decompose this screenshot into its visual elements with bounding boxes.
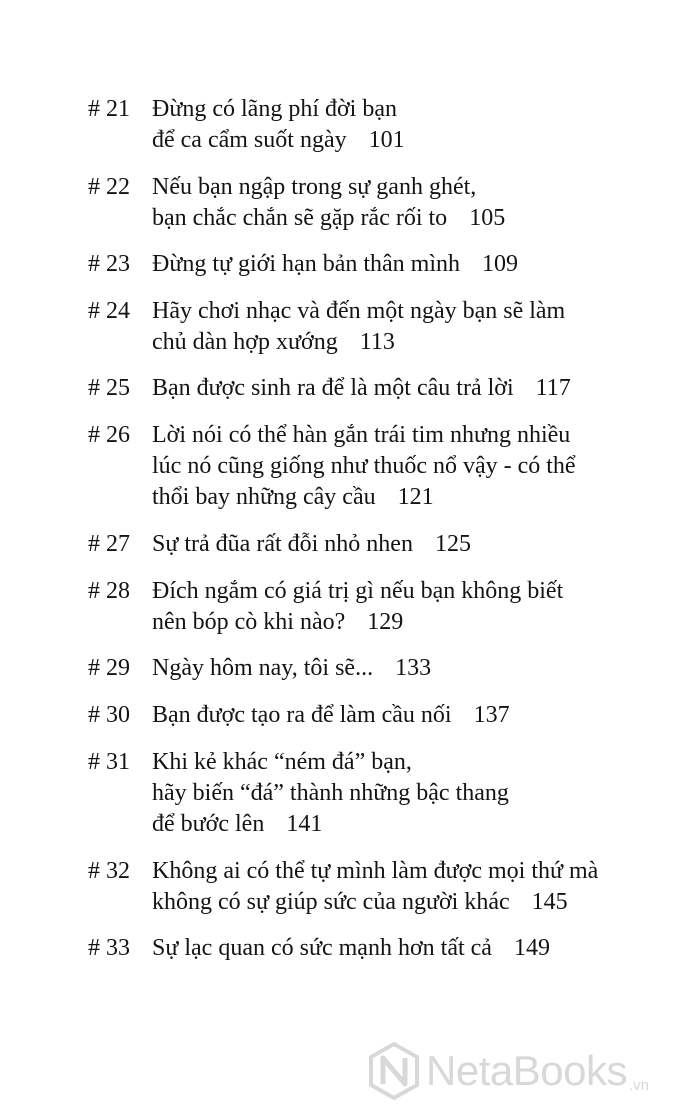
entry-title-text: Bạn được tạo ra để làm cầu nối <box>152 702 452 728</box>
entry-title-text: Sự trả đũa rất đỗi nhỏ nhen <box>152 531 413 557</box>
entry-title <box>152 420 688 513</box>
entry-number: # 29 <box>88 655 130 681</box>
entry-number: # 27 <box>88 531 130 557</box>
entry-title-line <box>152 125 688 156</box>
toc-entry <box>88 576 688 638</box>
entry-page-number: 109 <box>482 251 519 277</box>
entry-title <box>152 700 688 731</box>
entry-page-number: 125 <box>434 531 471 557</box>
netabooks-logo-icon <box>368 1042 420 1100</box>
entry-number: # 21 <box>88 96 130 122</box>
entry-page-number: 145 <box>531 889 568 915</box>
entry-title-line <box>152 778 688 809</box>
entry-title-line <box>152 451 688 482</box>
entry-title-text: để bước lên <box>152 811 265 837</box>
toc-entry <box>88 653 688 684</box>
entry-title-text: lúc nó cũng giống như thuốc nổ vậy - có thể <box>152 453 576 479</box>
entry-title-text: Không ai có thể tự mình làm được mọi thứ mà <box>152 858 599 884</box>
entry-title <box>152 747 688 840</box>
entry-title-text: Khi kẻ khác “ném đá” bạn, <box>152 749 412 775</box>
entry-title <box>152 296 688 358</box>
entry-title-text: hãy biến “đá” thành những bậc thang <box>152 780 509 806</box>
entry-title-line <box>152 700 688 731</box>
entry-title-text: thổi bay những cây cầu <box>152 484 376 510</box>
entry-title-line <box>152 373 688 404</box>
entry-number: # 32 <box>88 858 130 884</box>
entry-page-number: 105 <box>469 205 506 231</box>
entry-title-text: Nếu bạn ngập trong sự ganh ghét, <box>152 174 477 200</box>
entry-number: # 28 <box>88 578 130 604</box>
entry-title-line <box>152 856 688 887</box>
entry-title-text: không có sự giúp sức của người khác <box>152 889 510 915</box>
entry-title <box>152 856 688 918</box>
entry-title <box>152 94 688 156</box>
toc-entry <box>88 249 688 280</box>
entry-title <box>152 172 688 234</box>
entry-page-number: 101 <box>368 127 405 153</box>
entry-page-number: 129 <box>367 609 404 635</box>
toc-entry <box>88 700 688 731</box>
entry-title-line <box>152 576 688 607</box>
entry-title-line <box>152 203 688 234</box>
toc-entry <box>88 172 688 234</box>
entry-title <box>152 529 688 560</box>
entry-number: # 26 <box>88 422 130 448</box>
toc-entry <box>88 933 688 964</box>
entry-page-number: 149 <box>513 935 550 961</box>
entry-number: # 25 <box>88 375 130 401</box>
entry-title-text: nên bóp cò khi nào? <box>152 609 346 635</box>
entry-title-text: bạn chắc chắn sẽ gặp rắc rối to <box>152 205 448 231</box>
entry-title-text: chủ dàn hợp xướng <box>152 329 338 355</box>
entry-title-line <box>152 607 688 638</box>
watermark-suffix: .vn <box>628 1077 649 1094</box>
entry-title-line <box>152 529 688 560</box>
entry-number: # 31 <box>88 749 130 775</box>
toc-entry <box>88 856 688 918</box>
toc-entry <box>88 529 688 560</box>
entry-title-text: Đừng có lãng phí đời bạn <box>152 96 397 122</box>
toc-entry <box>88 373 688 404</box>
toc-entry <box>88 94 688 156</box>
entry-title-text: để ca cẩm suốt ngày <box>152 127 347 153</box>
entry-title-text: Đích ngắm có giá trị gì nếu bạn không biết <box>152 578 564 604</box>
entry-title-line <box>152 420 688 451</box>
entry-title <box>152 249 688 280</box>
entry-number: # 33 <box>88 935 130 961</box>
entry-title-line <box>152 933 688 964</box>
entry-title-line <box>152 653 688 684</box>
entry-title-line <box>152 249 688 280</box>
entry-title <box>152 576 688 638</box>
entry-title-text: Ngày hôm nay, tôi sẽ... <box>152 655 374 681</box>
toc-entry <box>88 296 688 358</box>
toc-entry <box>88 747 688 840</box>
entry-title-line <box>152 482 688 513</box>
entry-title-line <box>152 747 688 778</box>
entry-title <box>152 653 688 684</box>
entry-title <box>152 933 688 964</box>
entry-title-line <box>152 809 688 840</box>
entry-number: # 24 <box>88 298 130 324</box>
toc-entry <box>88 420 688 513</box>
entry-title-text: Lời nói có thể hàn gắn trái tim nhưng nhiều <box>152 422 571 448</box>
entry-page-number: 137 <box>473 702 510 728</box>
entry-title <box>152 373 688 404</box>
watermark <box>368 1042 649 1100</box>
entry-title-text: Sự lạc quan có sức mạnh hơn tất cả <box>152 935 492 961</box>
entry-title-line <box>152 296 688 327</box>
entry-page-number: 113 <box>359 329 395 355</box>
entry-number: # 30 <box>88 702 130 728</box>
entry-title-line <box>152 327 688 358</box>
entry-title-text: Hãy chơi nhạc và đến một ngày bạn sẽ làm <box>152 298 566 324</box>
entry-title-line <box>152 887 688 918</box>
entry-title-line <box>152 172 688 203</box>
entry-number: # 23 <box>88 251 130 277</box>
watermark-brand: NetaBooks <box>426 1047 627 1094</box>
entry-number: # 22 <box>88 174 130 200</box>
entry-page-number: 121 <box>397 484 434 510</box>
entry-title-text: Bạn được sinh ra để là một câu trả lời <box>152 375 514 401</box>
entry-title-text: Đừng tự giới hạn bản thân mình <box>152 251 461 277</box>
entry-page-number: 133 <box>395 655 432 681</box>
entry-page-number: 141 <box>286 811 323 837</box>
entry-page-number: 117 <box>535 375 571 401</box>
entry-title-line <box>152 94 688 125</box>
